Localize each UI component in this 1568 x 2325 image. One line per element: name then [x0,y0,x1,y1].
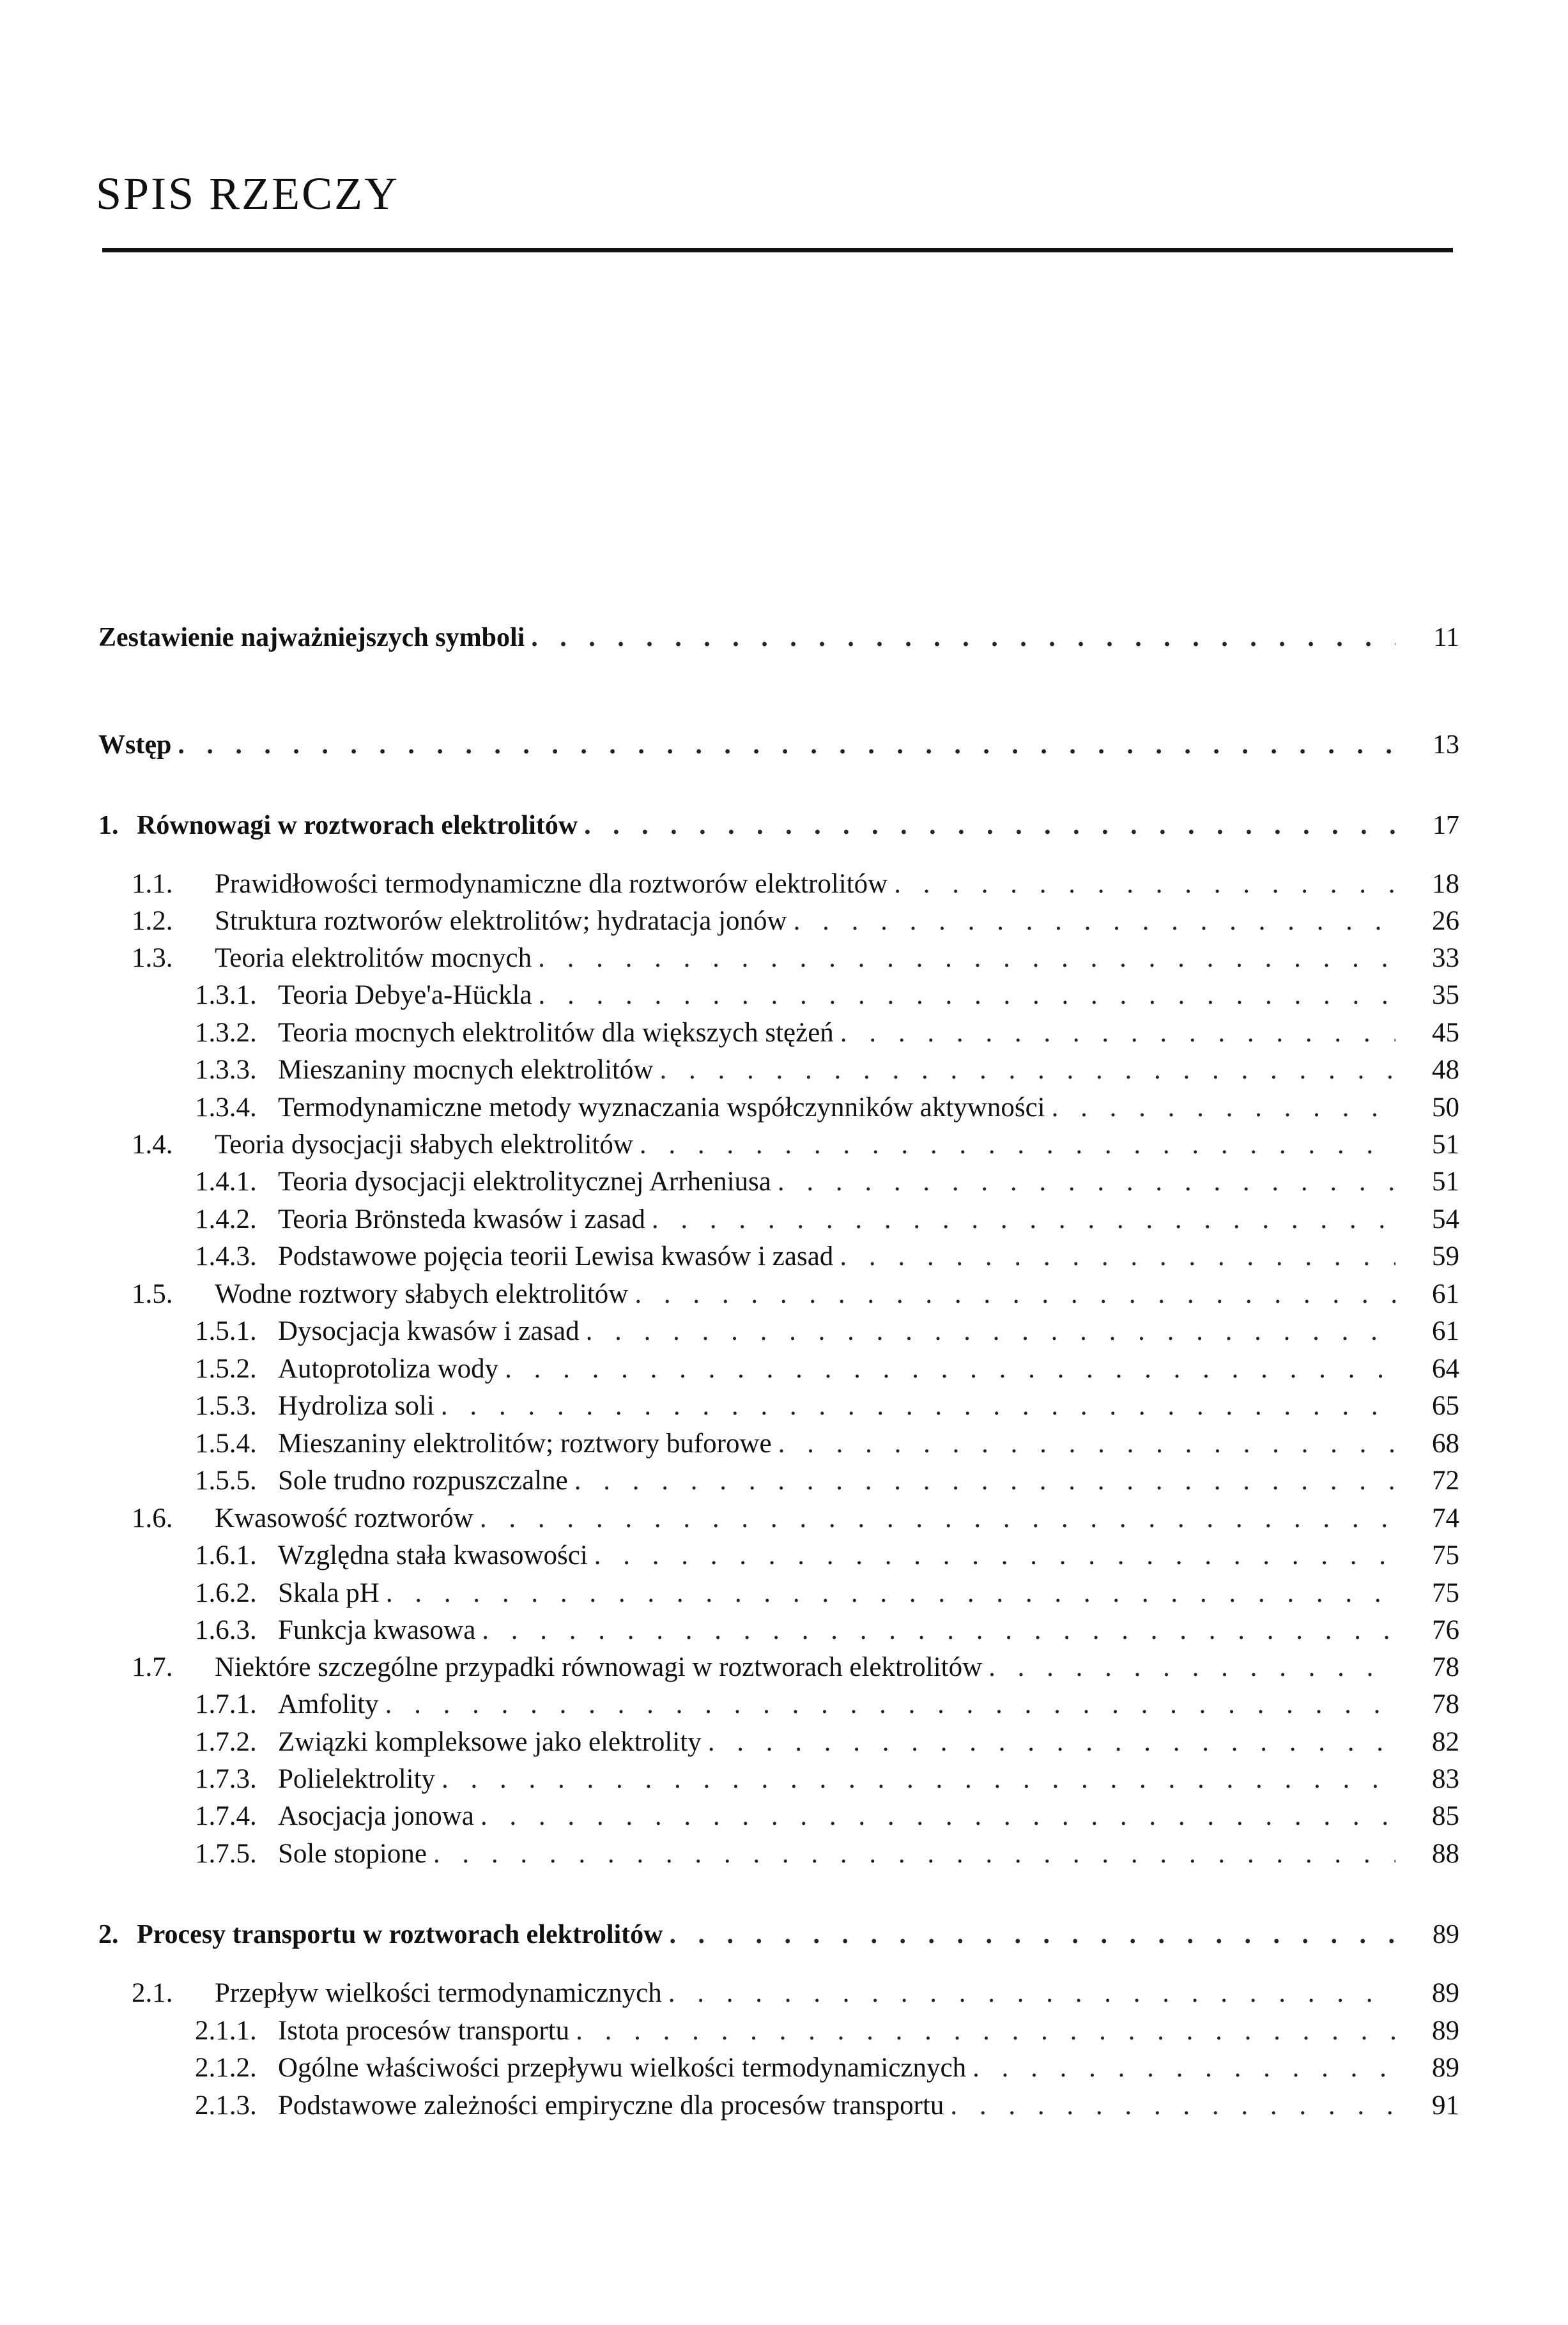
toc-subsection-1-5-3[interactable] [195,1388,1459,1424]
toc-page-number: 68 [1432,1429,1459,1459]
toc-entry-label: Teoria dysocjacji elektrolitycznej Arrheniusa [278,1167,771,1197]
dot-leader [1052,1090,1395,1126]
toc-subsection-1-5-1[interactable] [195,1314,1459,1349]
toc-entry-introduction[interactable] [98,727,1459,763]
toc-entry-label: Prawidłowości termodynamiczne dla roztworów elektrolitów [215,869,888,899]
toc-entry-label: Autoprotoliza wody [278,1354,499,1384]
toc-subsection-1-5-4[interactable] [195,1426,1459,1462]
toc-entry-number: 2.1.1. [195,2016,257,2046]
toc-subsection-2-1-2[interactable] [195,2050,1459,2086]
toc-entry-label: Mieszaniny elektrolitów; roztwory buforowe [278,1429,772,1459]
dot-leader [894,866,1395,902]
dot-leader [576,2013,1395,2049]
toc-entry-label: Zestawienie najważniejszych symboli [98,623,525,652]
toc-entry-label: Hydroliza soli [278,1391,434,1421]
toc-entry-label: Dysocjacja kwasów i zasad [278,1316,580,1346]
toc-entry-number: 1.7.3. [195,1764,257,1794]
toc-subsection-2-1-1[interactable] [195,2013,1459,2049]
toc-page-number: 89 [1432,1978,1459,2008]
toc-page-number: 78 [1432,1689,1459,1719]
toc-subsection-1-5-5[interactable] [195,1463,1459,1499]
toc-entry-label: Termodynamiczne metody wyznaczania współczynników aktywności [278,1093,1045,1123]
toc-entry-number: 1. [98,811,119,840]
toc-entry-number: 1.5.3. [195,1391,257,1421]
toc-page-number: 88 [1432,1839,1459,1869]
dot-leader [634,1277,1395,1312]
toc-entry-number: 2.1. [132,1978,173,2008]
toc-subsection-2-1-3[interactable] [195,2088,1459,2124]
toc-entry-number: 1.7. [132,1652,173,1682]
toc-page-number: 89 [1432,2016,1459,2046]
dot-leader [670,1917,1396,1953]
toc-page-number: 51 [1432,1167,1459,1197]
toc-page-number: 74 [1432,1503,1459,1533]
toc-entry-label: Przepływ wielkości termodynamicznych [215,1978,662,2008]
toc-entry-label: Amfolity [278,1689,379,1719]
toc-entry-number: 1.5.4. [195,1429,257,1459]
dot-leader [586,1314,1395,1349]
toc-section-2-1[interactable] [132,1976,1459,2011]
toc-entry-label: Niektóre szczególne przypadki równowagi w roztworach elektrolitów [215,1652,983,1682]
toc-page-number: 59 [1432,1241,1459,1271]
dot-leader [482,1613,1395,1648]
toc-page-number: 61 [1432,1316,1459,1346]
dot-leader [652,1202,1395,1238]
dot-leader [441,1388,1395,1424]
toc-page-number: 45 [1432,1018,1459,1048]
toc-entry-number: 1.7.4. [195,1801,257,1831]
toc-page-number: 11 [1433,623,1459,652]
toc-entry-number: 1.6. [132,1503,173,1533]
dot-leader [988,1650,1395,1685]
dot-leader [538,940,1395,976]
toc-page-number: 75 [1432,1540,1459,1570]
toc-page-number: 54 [1432,1204,1459,1234]
toc-entry-label: Struktura roztworów elektrolitów; hydratacja jonów [215,906,787,936]
toc-entry-label: Funkcja kwasowa [278,1615,476,1645]
toc-entry-label: Kwasowość roztworów [215,1503,473,1533]
toc-entry-number: 1.6.1. [195,1540,257,1570]
toc-subsection-1-7-3[interactable] [195,1761,1459,1797]
dot-leader [840,1239,1395,1275]
toc-page-number: 91 [1432,2091,1459,2121]
toc-subsection-1-3-3[interactable] [195,1052,1459,1088]
toc-entry-number: 2.1.2. [195,2053,257,2083]
toc-entry-label: Procesy transportu w roztworach elektrolitów [137,1920,663,1949]
toc-subsection-1-6-1[interactable] [195,1538,1459,1574]
dot-leader [531,620,1395,656]
toc-subsection-1-3-2[interactable] [195,1015,1459,1051]
toc-section-1-7[interactable] [132,1650,1459,1685]
toc-entry-number: 1.6.3. [195,1615,257,1645]
toc-page-number: 75 [1432,1578,1459,1608]
toc-entry-label: Równowagi w roztworach elektrolitów [137,811,578,840]
toc-page-number: 26 [1432,906,1459,936]
toc-entry-label: Związki kompleksowe jako elektrolity [278,1727,702,1757]
dot-leader [385,1687,1395,1723]
toc-section-1-6[interactable] [132,1501,1459,1537]
dot-leader [778,1164,1395,1200]
toc-page-number: 89 [1432,2053,1459,2083]
dot-leader [505,1351,1395,1387]
toc-subsection-1-3-4[interactable] [195,1090,1459,1126]
toc-entry-label: Teoria mocnych elektrolitów dla większych stężeń [278,1018,834,1048]
toc-page-number: 35 [1432,980,1459,1010]
toc-subsection-1-4-3[interactable] [195,1239,1459,1275]
toc-entry-label: Podstawowe pojęcia teorii Lewisa kwasów i zasad [278,1241,834,1271]
toc-entry-number: 1.1. [132,869,173,899]
dot-leader [539,978,1396,1013]
toc-entry-number: 2. [98,1920,119,1949]
toc-chapter-1[interactable] [98,808,1459,843]
dot-leader [708,1724,1395,1760]
toc-section-1-1[interactable] [132,866,1459,902]
toc-entry-number: 1.4.3. [195,1241,257,1271]
toc-entry-number: 1.5.1. [195,1316,257,1346]
toc-page-number: 50 [1432,1093,1459,1123]
toc-page-number: 82 [1432,1727,1459,1757]
dot-leader [668,1976,1395,2011]
page-title: SPIS RZECZY [96,168,400,219]
toc-entry-number: 1.4. [132,1130,173,1160]
toc-entry-number: 1.2. [132,906,173,936]
toc-subsection-1-6-3[interactable] [195,1613,1459,1648]
dot-leader [660,1052,1395,1088]
dot-leader [972,2050,1395,2086]
dot-leader [442,1761,1395,1797]
toc-entry-number: 1.3.2. [195,1018,257,1048]
toc-entry-number: 1.7.2. [195,1727,257,1757]
toc-page-number: 76 [1432,1615,1459,1645]
toc-page-number: 65 [1432,1391,1459,1421]
dot-leader [433,1836,1395,1872]
dot-leader [574,1463,1395,1499]
toc-page-number: 18 [1432,869,1459,899]
toc-subsection-1-4-2[interactable] [195,1202,1459,1238]
toc-page-number: 78 [1432,1652,1459,1682]
toc-subsection-1-6-2[interactable] [195,1576,1459,1611]
toc-entry-number: 1.3.3. [195,1055,257,1085]
toc-entry-number: 1.5.5. [195,1466,257,1496]
dot-leader [480,1799,1395,1834]
dot-leader [386,1576,1395,1611]
toc-page-number: 13 [1433,730,1459,760]
dot-leader [778,1426,1395,1462]
toc-section-1-5[interactable] [132,1277,1459,1312]
toc-subsection-1-7-5[interactable] [195,1836,1459,1872]
toc-entry-number: 1.4.1. [195,1167,257,1197]
toc-page-number: 85 [1432,1801,1459,1831]
toc-page-number: 33 [1432,943,1459,973]
toc-entry-label: Mieszaniny mocnych elektrolitów [278,1055,654,1085]
dot-leader [840,1015,1395,1051]
toc-entry-label: Wodne roztwory słabych elektrolitów [215,1279,629,1309]
toc-entry-label: Względna stała kwasowości [278,1540,588,1570]
toc-entry-label: Teoria elektrolitów mocnych [215,943,532,973]
toc-subsection-1-7-1[interactable] [195,1687,1459,1723]
toc-entry-number: 1.3. [132,943,173,973]
toc-entry-number: 1.5. [132,1279,173,1309]
toc-section-1-4[interactable] [132,1127,1459,1163]
toc-subsection-1-3-1[interactable] [195,978,1459,1013]
toc-entry-number: 1.3.1. [195,980,257,1010]
dot-leader [950,2088,1395,2124]
toc-page-number: 17 [1433,811,1459,840]
toc-subsection-1-7-2[interactable] [195,1724,1459,1760]
toc-page-number: 89 [1433,1920,1459,1949]
toc-entry-number: 1.7.1. [195,1689,257,1719]
dot-leader [584,808,1395,843]
toc-entry-label: Podstawowe zależności empiryczne dla procesów transportu [278,2091,944,2121]
toc-page-number: 64 [1432,1354,1459,1384]
dot-leader [480,1501,1395,1537]
dot-leader [594,1538,1395,1574]
toc-entry-label: Istota procesów transportu [278,2016,570,2046]
dot-leader [178,727,1395,763]
toc-entry-label: Ogólne właściwości przepływu wielkości termodynamicznych [278,2053,967,2083]
toc-section-1-2[interactable] [132,903,1459,939]
toc-entry-label: Polielektrolity [278,1764,436,1794]
toc-entry-number: 1.6.2. [195,1578,257,1608]
toc-page-number: 48 [1432,1055,1459,1085]
toc-entry-number: 2.1.3. [195,2091,257,2121]
toc-entry-label: Teoria Debye'a-Hückla [278,980,532,1010]
toc-entry-label: Sole stopione [278,1839,427,1869]
toc-entry-label: Wstęp [98,730,172,760]
toc-entry-label: Teoria Brönsteda kwasów i zasad [278,1204,645,1234]
toc-entry-number: 1.7.5. [195,1839,257,1869]
toc-subsection-1-7-4[interactable] [195,1799,1459,1834]
toc-section-1-3[interactable] [132,940,1459,976]
toc-page-number: 61 [1432,1279,1459,1309]
toc-page-number: 51 [1432,1130,1459,1160]
toc-entry-symbols[interactable] [98,620,1459,656]
dot-leader [640,1127,1395,1163]
toc-subsection-1-5-2[interactable] [195,1351,1459,1387]
toc-entry-number: 1.5.2. [195,1354,257,1384]
toc-entry-label: Sole trudno rozpuszczalne [278,1466,568,1496]
toc-page-number: 72 [1432,1466,1459,1496]
toc-entry-number: 1.3.4. [195,1093,257,1123]
toc-page-number: 83 [1432,1764,1459,1794]
toc-subsection-1-4-1[interactable] [195,1164,1459,1200]
toc-entry-number: 1.4.2. [195,1204,257,1234]
toc-entry-label: Skala pH [278,1578,380,1608]
dot-leader [794,903,1395,939]
toc-entry-label: Teoria dysocjacji słabych elektrolitów [215,1130,633,1160]
toc-entry-label: Asocjacja jonowa [278,1801,474,1831]
toc-chapter-2[interactable] [98,1917,1459,1953]
